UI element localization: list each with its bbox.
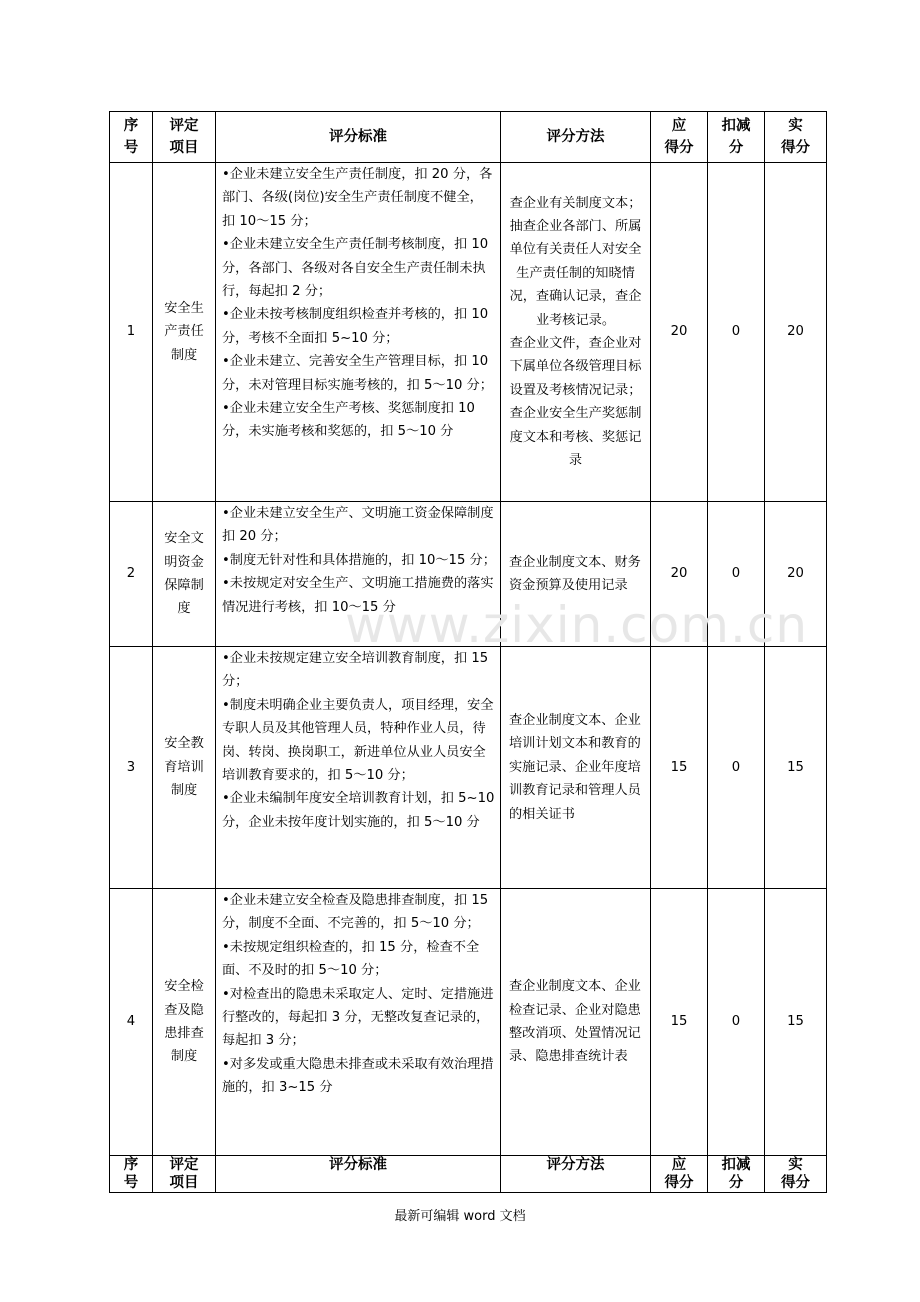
table-row: [110, 647, 827, 889]
watermark: www.zixin.com.cn: [345, 596, 809, 654]
row-deduction: 0: [708, 502, 765, 647]
criterion: •企业未编制年度安全培训教育计划，扣 5~10 分，企业未按年度计划实施的，扣 5～10 分: [222, 791, 495, 830]
row-method: 查企业有关制度文本；抽查企业各部门、所属单位有关责任人对安全生产责任制的知晓情况，查确认记录，查企业考核记录。 查企业文件，查企业对下属单位各级管理目标设置及考核情况记录；查企业安全生产奖惩制度文本和考核、奖惩记录: [501, 163, 651, 502]
row-actual-score: 20: [765, 502, 827, 647]
header-deduction-repeat: 扣减 分: [708, 1156, 765, 1193]
criterion: •对检查出的隐患未采取定人、定时、定措施进行整改的，每起扣 3 分，无整改复查记录的，每起扣 3 分；: [222, 986, 494, 1049]
row-number: 2: [110, 502, 153, 647]
row-item: 安全教 育培训 制度: [153, 647, 216, 889]
header-deduction: 扣减 分: [708, 112, 765, 163]
row-deduction: 0: [708, 163, 765, 502]
row-criteria: [216, 889, 501, 1156]
row-number: 3: [110, 647, 153, 889]
criterion: •企业未建立、完善安全生产管理目标，扣 10 分，未对管理目标实施考核的，扣 5～10 分；: [222, 354, 493, 393]
criterion: •企业未按考核制度组织检查并考核的，扣 10 分，考核不全面扣 5~10 分；: [222, 307, 489, 346]
row-should-score: 15: [651, 647, 708, 889]
criterion: •未按规定对安全生产、文明施工措施费的落实情况进行考核，扣 10～15 分: [222, 576, 494, 615]
criterion: •企业未建立安全生产责任制度，扣 20 分，各部门、各级(岗位)安全生产责任制度不健全，扣 10～15 分；: [222, 167, 493, 229]
table-row: [110, 163, 827, 502]
row-item: 安全检 查及隐 患排查 制度: [153, 889, 216, 1156]
table-header-row: [110, 112, 827, 163]
header-actual-score: 实 得分: [765, 112, 827, 163]
row-criteria: [216, 502, 501, 647]
row-item: 安全文 明资金 保障制 度: [153, 502, 216, 647]
header-should-score: 应 得分: [651, 112, 708, 163]
criterion: •企业未建立安全生产考核、奖惩制度扣 10 分，未实施考核和奖惩的，扣 5～10 分: [222, 401, 475, 440]
row-number: 1: [110, 163, 153, 502]
row-item: 安全生 产责任 制度: [153, 163, 216, 502]
row-should-score: 20: [651, 502, 708, 647]
criterion: •未按规定组织检查的，扣 15 分，检查不全面、不及时的扣 5～10 分；: [222, 939, 480, 979]
row-method: 查企业制度文本、企业培训计划文本和教育的实施记录、企业年度培训教育记录和管理人员的相关证书: [501, 647, 651, 889]
row-deduction: 0: [708, 647, 765, 889]
row-actual-score: 20: [765, 163, 827, 502]
table-row: [110, 889, 827, 1156]
criterion: •制度无针对性和具体措施的，扣 10～15 分；: [222, 552, 496, 568]
repeated-header-row: [110, 1156, 827, 1193]
header-standard: 评分标准: [216, 112, 501, 163]
header-item: 评定 项目: [153, 112, 216, 163]
header-item-repeat: 评定 项目: [153, 1156, 216, 1193]
criterion: •企业未建立安全生产、文明施工资金保障制度扣 20 分；: [222, 506, 494, 545]
header-should-score-repeat: 应 得分: [651, 1156, 708, 1193]
table-row: [110, 502, 827, 647]
row-actual-score: 15: [765, 889, 827, 1156]
row-deduction: 0: [708, 889, 765, 1156]
page-footer: 最新可编辑 word 文档: [394, 1209, 526, 1224]
row-number: 4: [110, 889, 153, 1156]
row-should-score: 15: [651, 889, 708, 1156]
row-actual-score: 15: [765, 647, 827, 889]
header-method: 评分方法: [501, 112, 651, 163]
criterion: •企业未建立安全检查及隐患排查制度，扣 15 分，制度不全面、不完善的，扣 5～10 分；: [222, 893, 489, 932]
criterion: •制度未明确企业主要负责人，项目经理，安全专职人员及其他管理人员，特种作业人员，待岗、转岗、换岗职工，新进单位从业人员安全培训教育要求的，扣 5～10 分；: [222, 697, 494, 784]
row-method: 查企业制度文本、财务资金预算及使用记录: [501, 502, 651, 647]
header-no: 序 号: [110, 112, 153, 163]
criterion: •对多发或重大隐患未排查或未采取有效治理措施的，扣 3~15 分: [222, 1056, 494, 1096]
criterion: •企业未按规定建立安全培训教育制度，扣 15 分；: [222, 651, 489, 690]
header-actual-score-repeat: 实 得分: [765, 1156, 827, 1193]
row-criteria: [216, 163, 501, 502]
row-criteria: [216, 647, 501, 889]
score-table: [109, 111, 827, 1193]
criterion: •企业未建立安全生产责任制考核制度，扣 10 分，各部门、各级对各自安全生产责任制未执行，每起扣 2 分；: [222, 237, 489, 300]
header-no-repeat: 序 号: [110, 1156, 153, 1193]
header-standard-repeat: 评分标准: [216, 1156, 501, 1193]
row-method: 查企业制度文本、企业检查记录、企业对隐患整改消项、处置情况记录、隐患排查统计表: [501, 889, 651, 1156]
row-should-score: 20: [651, 163, 708, 502]
header-method-repeat: 评分方法: [501, 1156, 651, 1193]
